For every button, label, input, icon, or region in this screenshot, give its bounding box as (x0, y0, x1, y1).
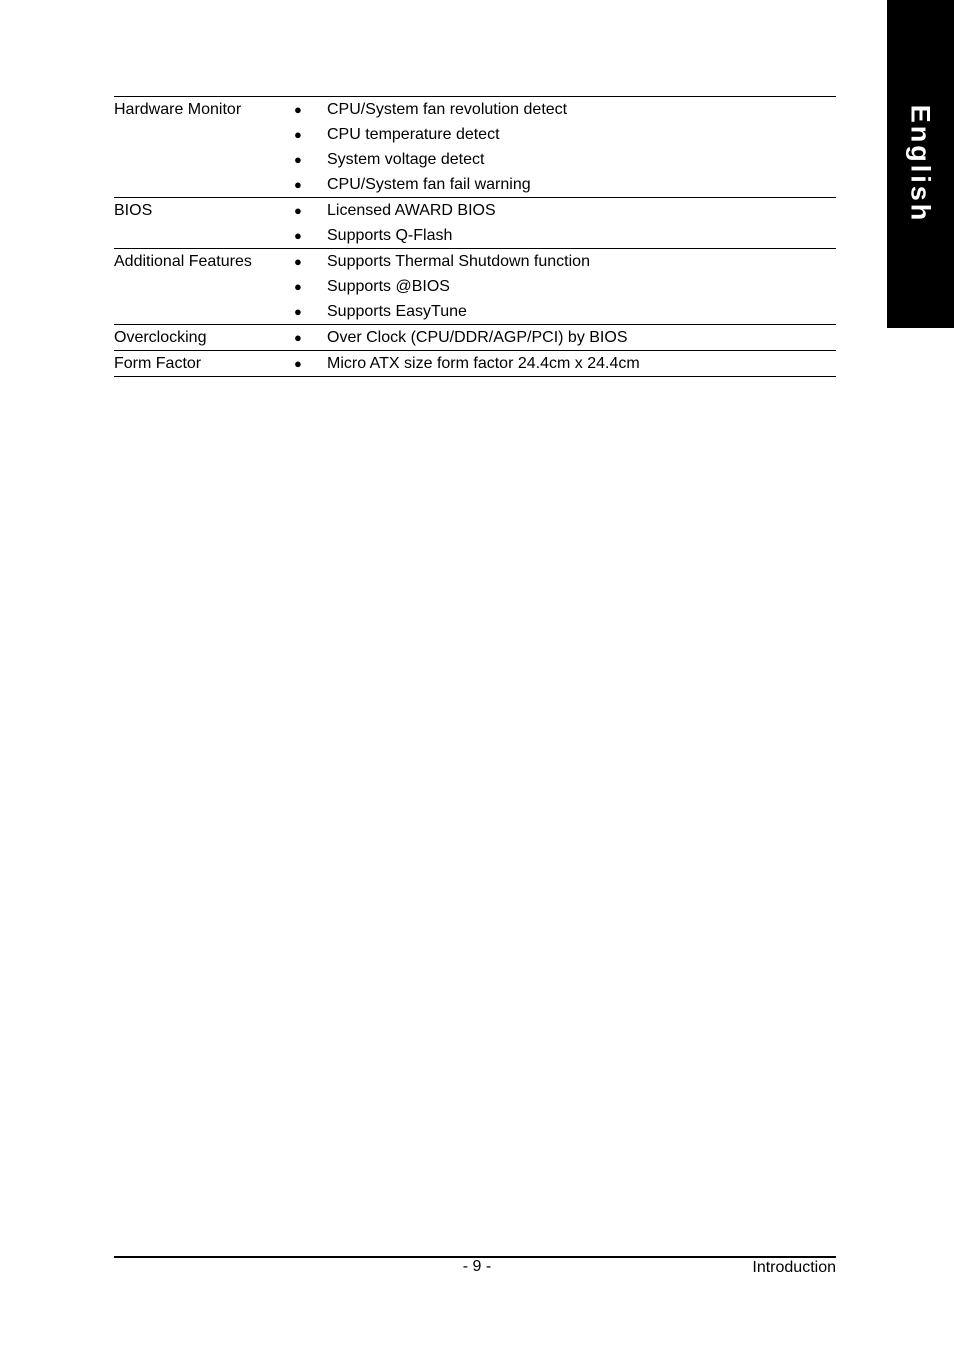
spec-item-text: CPU/System fan fail warning (327, 176, 531, 193)
spec-item (290, 97, 836, 122)
spec-row-overclocking (114, 325, 836, 351)
spec-item-text: Over Clock (CPU/DDR/AGP/PCI) by BIOS (327, 329, 628, 346)
spec-item-list (290, 351, 836, 376)
spec-item-list (290, 198, 836, 248)
bullet-icon: ● (294, 228, 302, 243)
bullet-icon: ● (294, 254, 302, 269)
spec-item-text: Supports EasyTune (327, 303, 467, 320)
spec-item (290, 299, 836, 324)
spec-item (290, 122, 836, 147)
spec-row-form-factor (114, 351, 836, 377)
footer-section-title: Introduction (752, 1259, 836, 1276)
spec-item (290, 147, 836, 172)
language-side-tab (887, 0, 954, 328)
bullet-icon: ● (294, 203, 302, 218)
spec-item (290, 325, 836, 350)
spec-item-text: Licensed AWARD BIOS (327, 202, 496, 219)
spec-label: Additional Features (114, 253, 252, 270)
spec-label: Overclocking (114, 329, 207, 346)
bullet-icon: ● (294, 177, 302, 192)
spec-label: Hardware Monitor (114, 101, 242, 118)
spec-item-text: Supports Thermal Shutdown function (327, 253, 590, 270)
bullet-icon: ● (294, 330, 302, 345)
spec-item (290, 223, 836, 248)
bullet-icon: ● (294, 102, 302, 117)
spec-item-list (290, 325, 836, 350)
spec-item-text: System voltage detect (327, 151, 485, 168)
spec-item (290, 274, 836, 299)
spec-item-text: Supports @BIOS (327, 278, 450, 295)
bullet-icon: ● (294, 304, 302, 319)
spec-label: BIOS (114, 202, 153, 219)
page-number: - 9 - (462, 1258, 492, 1275)
spec-row-hardware-monitor (114, 97, 836, 198)
spec-label: Form Factor (114, 355, 202, 372)
spec-item-text: CPU/System fan revolution detect (327, 101, 568, 118)
bullet-icon: ● (294, 152, 302, 167)
bullet-icon: ● (294, 279, 302, 294)
spec-row-bios (114, 198, 836, 249)
language-tab-label: English (905, 104, 936, 224)
spec-item-text: Micro ATX size form factor 24.4cm x 24.4cm (327, 355, 640, 372)
spec-item-list (290, 249, 836, 324)
spec-row-additional-features (114, 249, 836, 325)
spec-item-text: CPU temperature detect (327, 126, 500, 143)
spec-item (290, 172, 836, 197)
spec-item (290, 351, 836, 376)
bullet-icon: ● (294, 127, 302, 142)
spec-item (290, 198, 836, 223)
bullet-icon: ● (294, 356, 302, 371)
spec-item (290, 249, 836, 274)
specification-table (114, 96, 836, 377)
spec-item-list (290, 97, 836, 197)
spec-item-text: Supports Q-Flash (327, 227, 453, 244)
